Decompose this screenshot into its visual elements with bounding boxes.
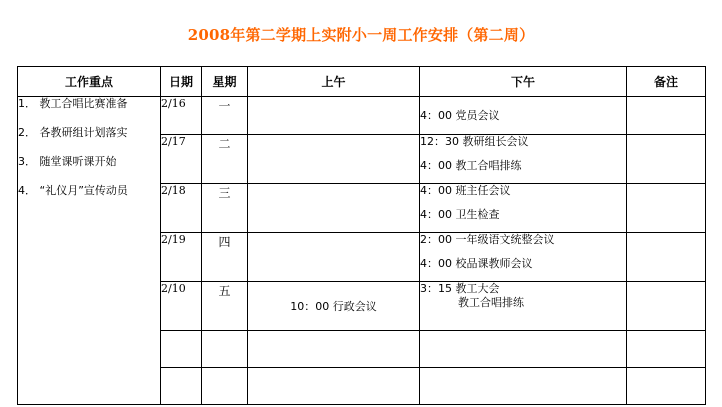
date-cell [161, 368, 202, 405]
pm-item: 教工合唱排练 [458, 296, 524, 309]
notes-cell [627, 135, 706, 184]
pm-cell [420, 97, 627, 135]
header-date: 日期 [161, 67, 202, 97]
date-cell: 2/10 [161, 282, 202, 331]
am-cell [248, 331, 420, 368]
weekday-cell: 二 [202, 135, 248, 184]
am-cell [248, 233, 420, 282]
pm-item: 12：30 教研组长会议 [420, 135, 529, 148]
table-header-row [18, 67, 706, 97]
notes-cell [627, 282, 706, 331]
notes-cell [627, 368, 706, 405]
focus-item: 4． “礼仪月”宣传动员 [18, 184, 128, 197]
date-cell: 2/18 [161, 184, 202, 233]
weekday-cell [202, 368, 248, 405]
pm-item: 3：15 教工大会 [420, 282, 500, 295]
focus-item: 1． 教工合唱比赛准备 [18, 97, 128, 110]
pm-cell [420, 233, 627, 282]
am-cell: 10：00 行政会议 [248, 282, 420, 331]
notes-cell [627, 233, 706, 282]
focus-item: 2． 各教研组计划落实 [18, 126, 128, 139]
am-cell [248, 184, 420, 233]
pm-cell [420, 184, 627, 233]
weekday-cell: 五 [202, 282, 248, 331]
pm-item: 4：00 教工合唱排练 [420, 159, 522, 172]
weekday-cell [202, 331, 248, 368]
header-am: 上午 [248, 67, 420, 97]
page-title: 2008年第二学期上实附小一周工作安排（第二周） [187, 26, 535, 44]
date-cell: 2/19 [161, 233, 202, 282]
pm-item: 4：00 党员会议 [420, 108, 500, 122]
am-cell [248, 97, 420, 135]
focus-item: 3． 随堂课听课开始 [18, 155, 117, 168]
pm-item: 4：00 卫生检查 [420, 208, 500, 221]
schedule-table [17, 66, 706, 405]
date-cell [161, 331, 202, 368]
notes-cell [627, 97, 706, 135]
pm-cell [420, 135, 627, 184]
pm-cell [420, 282, 627, 331]
header-focus: 工作重点 [18, 67, 161, 97]
work-focus-cell [18, 97, 161, 405]
table-row [18, 97, 706, 135]
notes-cell [627, 184, 706, 233]
weekday-cell: 四 [202, 233, 248, 282]
notes-cell [627, 331, 706, 368]
am-cell [248, 368, 420, 405]
pm-item: 2：00 一年级语文统整会议 [420, 233, 555, 246]
weekday-cell: 三 [202, 184, 248, 233]
pm-cell [420, 368, 627, 405]
header-weekday: 星期 [202, 67, 248, 97]
header-pm: 下午 [420, 67, 627, 97]
am-cell [248, 135, 420, 184]
header-notes: 备注 [627, 67, 706, 97]
pm-cell [420, 331, 627, 368]
pm-item: 4：00 校品课教师会议 [420, 257, 533, 270]
date-cell: 2/16 [161, 97, 202, 135]
weekday-cell: 一 [202, 97, 248, 135]
date-cell: 2/17 [161, 135, 202, 184]
pm-item: 4：00 班主任会议 [420, 184, 511, 197]
